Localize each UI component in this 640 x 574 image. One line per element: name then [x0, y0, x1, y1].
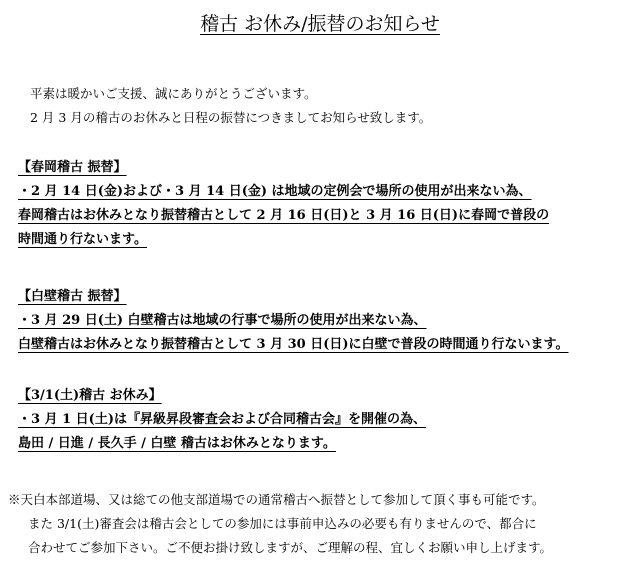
intro-paragraph [30, 82, 431, 130]
intro-line: 2 月 3 月の稽古のお休みと日程の振替につきましてお知らせ致します。 [30, 110, 432, 125]
footnote-line: 合わせてご参加下さい。ご不便お掛け致しますが、ご理解の程、宜しくお願い申し上げます。 [28, 540, 553, 555]
section-heading: 【白壁稽古 振替】 [18, 289, 127, 304]
section-line: 時間通り行ないます。 [18, 232, 147, 247]
footnote-line: また 3/1(土)審査会は稽古会としての参加には事前申込みの必要も有りませんので、都合に [28, 516, 537, 531]
section-shirakabe-transfer [18, 285, 569, 357]
section-line: 春岡稽古はお休みとなり振替稽古として 2 月 16 日(日)と 3 月 16 日(日)に春岡で普段の [18, 208, 550, 223]
notice-title [0, 10, 640, 38]
intro-line: 平素は暖かいご支援、誠にありがとうございます。 [30, 86, 317, 101]
section-line: ・3 月 1 日(土)は『昇級昇段審査会および合同稽古会』を開催の為、 [18, 412, 426, 427]
footnote-line: ※天白本部道場、又は総ての他支部道場での通常稽古へ振替として参加して頂く事も可能です。 [8, 492, 545, 507]
section-heading: 【春岡稽古 振替】 [18, 160, 127, 175]
section-line: 白壁稽古はお休みとなり振替稽古として 3 月 30 日(日)に白壁で普段の時間通り行ないます。 [18, 337, 569, 352]
section-line: 島田 / 日進 / 長久手 / 白壁 稽古はお休みとなります。 [18, 436, 336, 451]
section-line: ・2 月 14 日(金)および・3 月 14 日(金) は地域の定例会で場所の使用が出来ない為、 [18, 184, 532, 199]
footnote [8, 488, 552, 560]
section-march1-closure [18, 384, 426, 456]
notice-title-text: 稽古 お休み/振替のお知らせ [200, 13, 440, 35]
section-heading: 【3/1(土)稽古 お休み】 [18, 388, 162, 403]
section-haruoka-transfer [18, 156, 549, 252]
section-line: ・3 月 29 日(土) 白壁稽古は地域の行事で場所の使用が出来ない為、 [18, 313, 427, 328]
